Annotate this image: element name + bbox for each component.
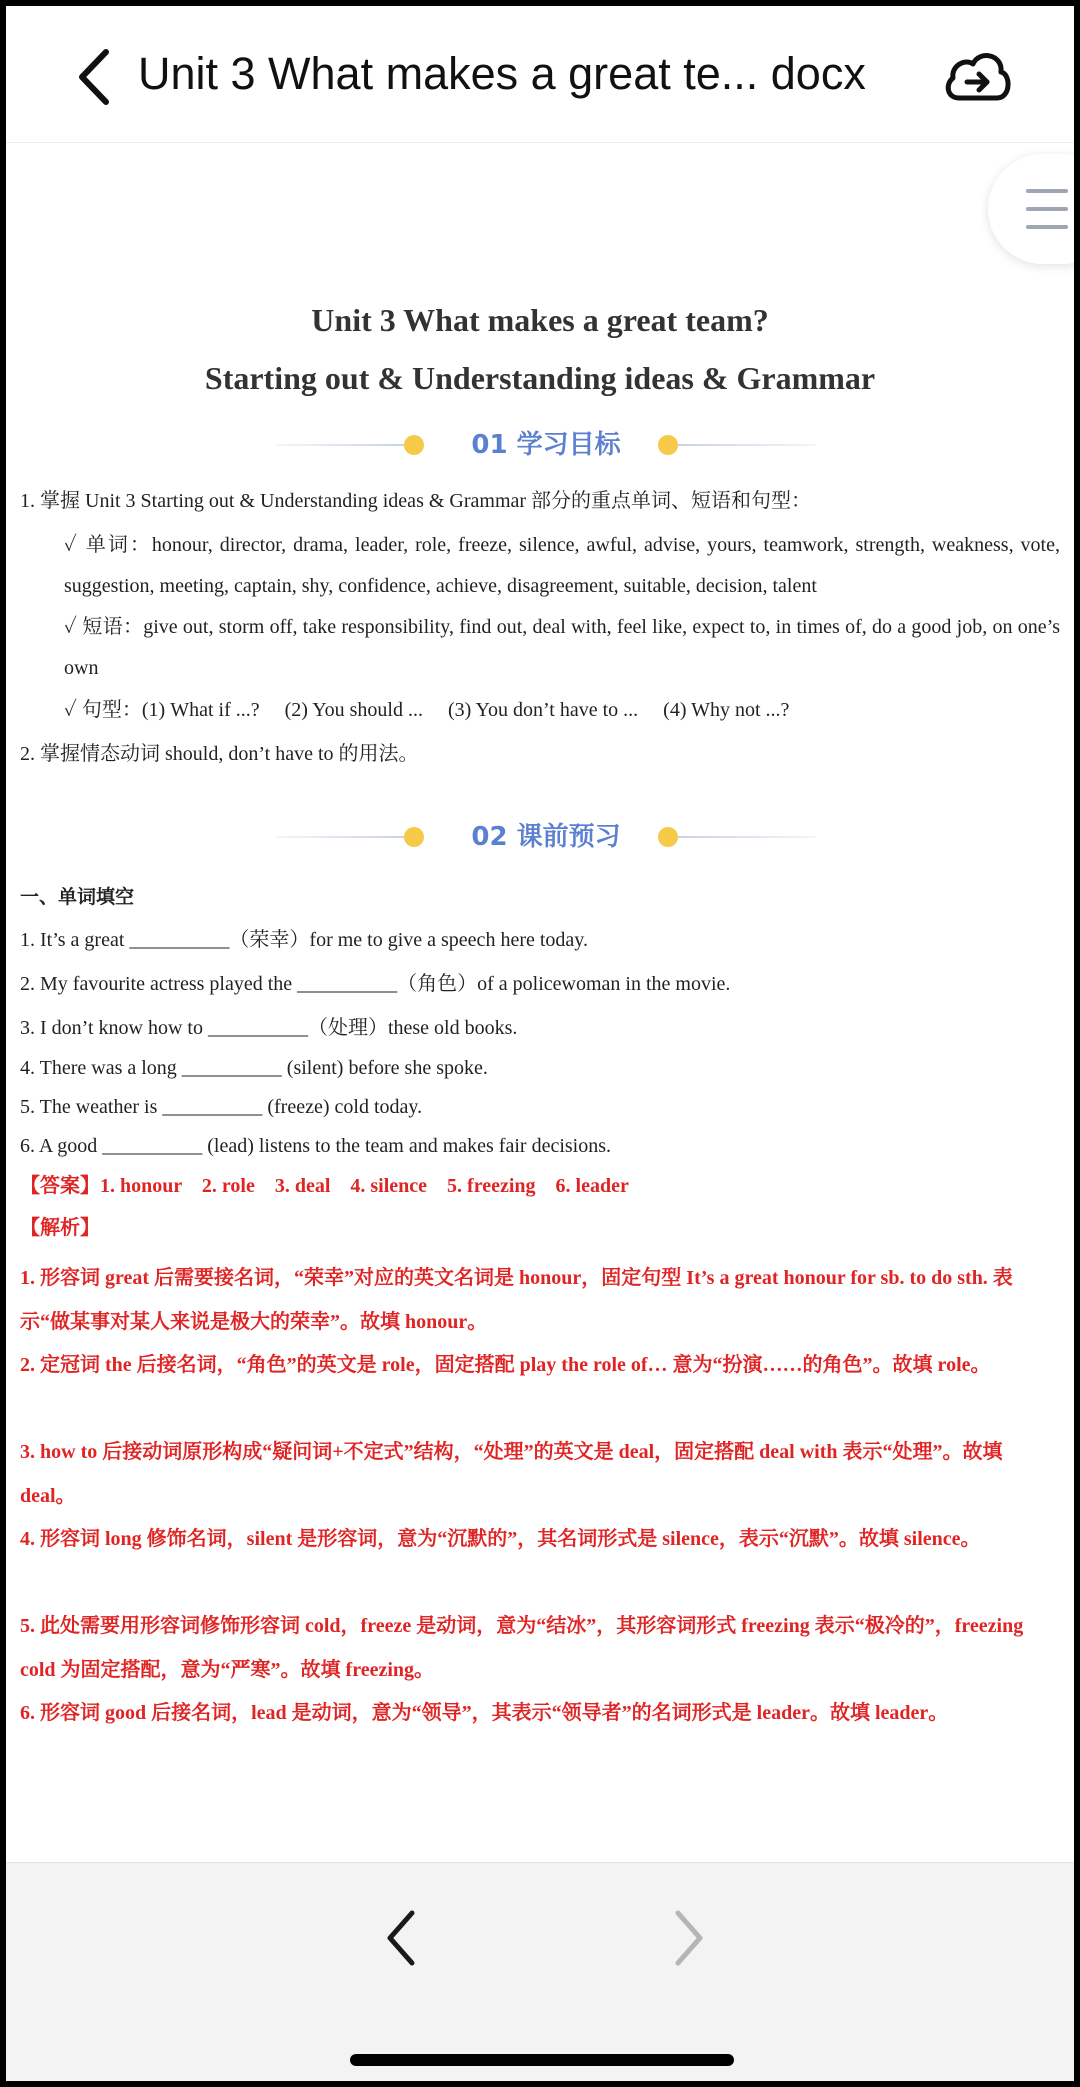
section-heading-preview bbox=[276, 817, 816, 857]
question-item: 2. My favourite actress played the __________（角色）of a policewoman in the movie. bbox=[20, 973, 731, 995]
question-item: 4. There was a long __________ (silent) before she spoke. bbox=[20, 1057, 488, 1079]
cloud-share-icon bbox=[941, 44, 1013, 110]
bullet-dot bbox=[658, 827, 678, 847]
analysis-item: 3. how to 后接动词原形构成“疑问词+不定式”结构，“处理”的英文是 deal，固定搭配 deal with 表示“处理”。故填 deal。 bbox=[20, 1441, 1003, 1507]
section-label: 01 学习目标 bbox=[471, 430, 621, 460]
vocab-list: ✓ 单词：honour, director, drama, leader, role, freeze, silence, awful, advise, yours, teamwork, strength, weakness, vote, suggestion, meeting, captain, shy, confidence, achieve, disagreement, suitable, decision, talent bbox=[64, 534, 1060, 597]
analysis-item: 4. 形容词 long 修饰名词，silent 是形容词，意为“沉默的”，其名词形式是 silence，表示“沉默”。故填 silence。 bbox=[20, 1528, 981, 1550]
analysis-item: 1. 形容词 great 后需要接名词，“荣幸”对应的英文名词是 honour，固定句型 It’s a great honour for sb. to do sth. 表示“做某事对某人来说是极大的荣幸”。故填 honour。 bbox=[20, 1267, 1013, 1333]
analysis-item: 2. 定冠词 the 后接名词，“角色”的英文是 role，固定搭配 play the role of… 意为“扮演……的角色”。故填 role。 bbox=[20, 1354, 991, 1376]
doc-title-line2: Starting out & Understanding ideas & Grammar bbox=[204, 360, 876, 396]
document-page bbox=[6, 142, 1074, 1862]
chevron-left-icon bbox=[382, 1907, 422, 1969]
section-label: 02 课前预习 bbox=[471, 822, 621, 852]
divider bbox=[678, 836, 816, 838]
question-item: 5. The weather is __________ (freeze) cold today. bbox=[20, 1096, 423, 1118]
top-bar bbox=[6, 6, 1074, 143]
divider bbox=[678, 444, 816, 446]
section-heading-goals bbox=[276, 425, 816, 465]
analysis-label: 【解析】 bbox=[20, 1217, 100, 1239]
chevron-left-icon bbox=[68, 44, 128, 110]
answer-line: 【答案】1. honour 2. role 3. deal 4. silence 5. freezing 6. leader bbox=[20, 1175, 629, 1197]
phrase-list: ✓ 短语：give out, storm off, take responsibility, find out, deal with, feel like, expect to, in times of, do a good job, on one’s own bbox=[64, 616, 1060, 679]
question-item: 3. I don’t know how to __________（处理）these old books. bbox=[20, 1017, 518, 1039]
goal-2: 2. 掌握情态动词 should, don’t have to 的用法。 bbox=[20, 743, 419, 765]
app-screen bbox=[6, 6, 1074, 2081]
exercise-heading: 一、单词填空 bbox=[20, 886, 135, 908]
previous-page-button[interactable] bbox=[382, 1907, 422, 1969]
doc-title-line1: Unit 3 What makes a great team? bbox=[311, 302, 769, 338]
share-button[interactable] bbox=[941, 44, 1013, 110]
chevron-right-icon bbox=[668, 1907, 708, 1969]
bullet-dot bbox=[658, 435, 678, 455]
next-page-button[interactable] bbox=[668, 1907, 708, 1969]
question-item: 1. It’s a great __________（荣幸）for me to give a speech here today. bbox=[20, 929, 588, 951]
analysis-item: 5. 此处需要用形容词修饰形容词 cold，freeze 是动词，意为“结冰”，其形容词形式 freezing 表示“极冷的”，freezing cold 为固定搭配，意为“严寒”。故填 freezing。 bbox=[20, 1615, 1024, 1681]
analysis-item: 6. 形容词 good 后接名词，lead 是动词，意为“领导”，其表示“领导者”的名词形式是 leader。故填 leader。 bbox=[20, 1702, 949, 1724]
question-item: 6. A good __________ (lead) listens to the team and makes fair decisions. bbox=[20, 1135, 611, 1157]
home-indicator[interactable] bbox=[350, 2054, 734, 2066]
back-button[interactable] bbox=[68, 44, 128, 110]
sentence-patterns: ✓ 句型：(1) What if ...? (2) You should ... (3) You don’t have to ... (4) Why not ...? bbox=[64, 699, 790, 721]
bottom-nav-bar bbox=[6, 1862, 1074, 2081]
goal-1: 1. 掌握 Unit 3 Starting out & Understanding ideas & Grammar 部分的重点单词、短语和句型： bbox=[20, 490, 812, 512]
document-title: Unit 3 What makes a great te... docx bbox=[138, 48, 866, 99]
